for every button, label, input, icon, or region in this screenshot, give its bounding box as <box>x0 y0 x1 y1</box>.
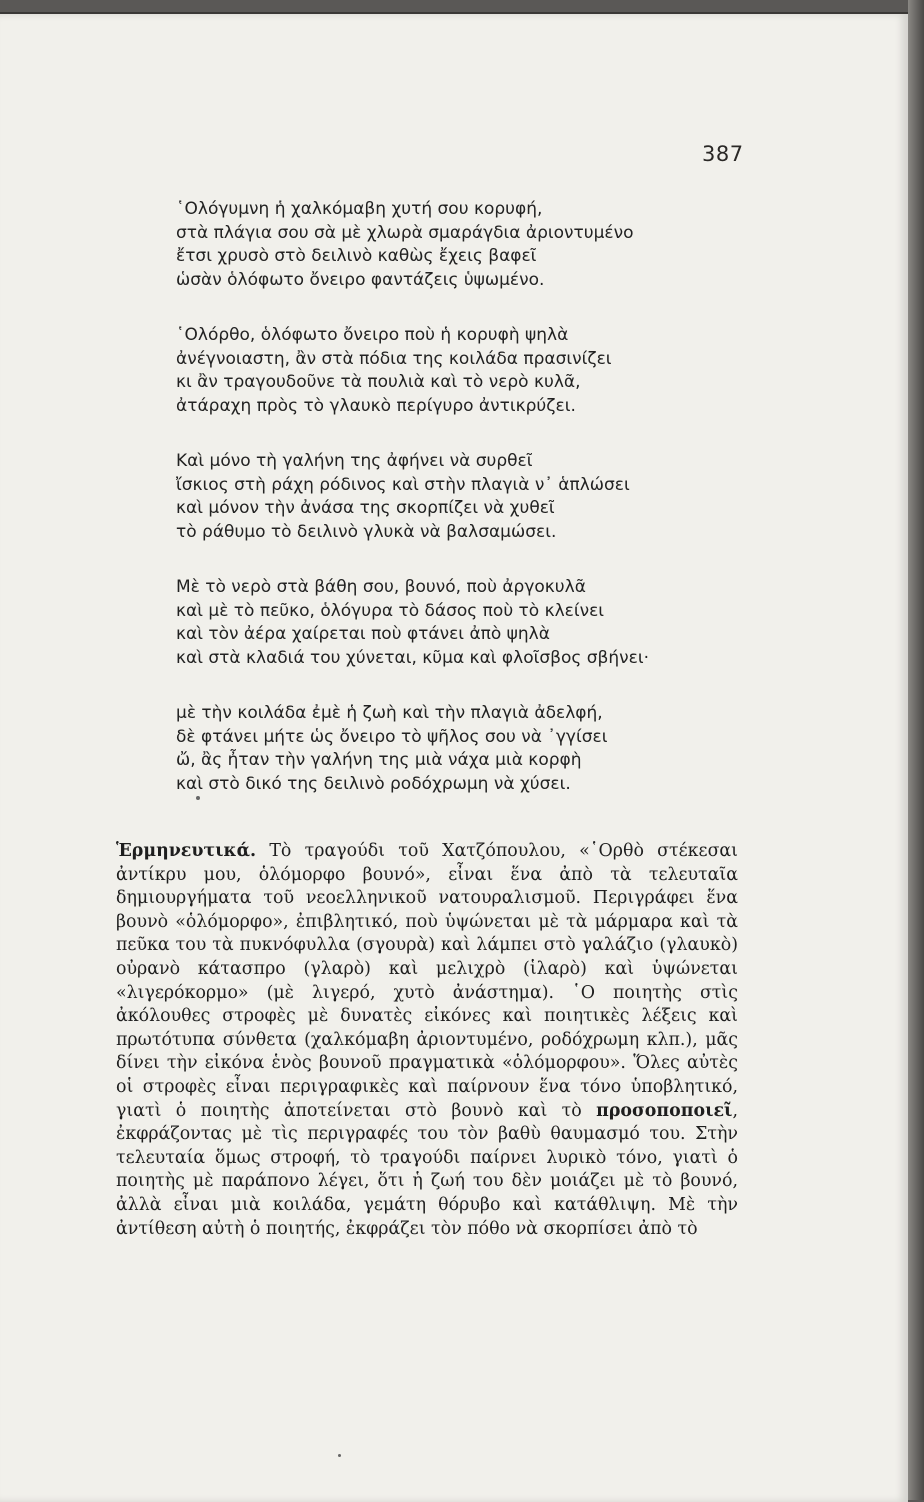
poem-line: στὰ πλάγια σου σὰ μὲ χλωρὰ σμαράγδια ἀριοντυμένο <box>176 222 634 243</box>
commentary-heading: Ἑρμηνευτικά. <box>116 841 257 861</box>
poem-line: Μὲ τὸ νερὸ στὰ βάθη σου, βουνό, ποὺ ἀργοκυλᾶ <box>176 577 586 597</box>
poem-line: κι ἂν τραγουδοῦνε τὰ πουλιὰ καὶ τὸ νερὸ κυλᾶ, <box>176 372 581 392</box>
book-page <box>0 12 908 1502</box>
poem-line: ῾Ολόρθο, ὁλόφωτο ὄνειρο ποὺ ἡ κορυφὴ ψηλὰ <box>176 325 569 345</box>
poem-line: καὶ μὲ τὸ πεῦκο, ὁλόγυρα τὸ δάσος ποὺ τὸ κλείνει <box>176 600 605 621</box>
poem-stanza-5 <box>176 702 716 796</box>
commentary-emphasis: προσοποποιεῖ <box>596 1100 733 1121</box>
print-speck <box>338 1454 341 1457</box>
poem-line: Καὶ μόνο τὴ γαλήνη της ἀφήνει νὰ συρθεῖ <box>176 451 533 471</box>
poem-line: μὲ τὴν κοιλάδα ἐμὲ ἡ ζωὴ καὶ τὴν πλαγιὰ ἀδελφή, <box>176 703 603 723</box>
poem-line: καὶ μόνον τὴν ἀνάσα της σκορπίζει νὰ χυθεῖ <box>176 498 555 518</box>
poem-line: ἔτσι χρυσὸ στὸ δειλινὸ καθὼς ἔχεις βαφεῖ <box>176 246 537 266</box>
poem <box>176 198 716 828</box>
commentary-text: Τὸ τραγούδι τοῦ Χατζόπουλου, «῾Ορθὸ στέκεσαι ἀντίκρυ μου, ὁλόμορφο βουνό», εἶναι ἕνα ἀπὸ τὰ τελευταῖα δημιουργήματα τοῦ νεοελληνικοῦ νατουραλισμοῦ. Περιγράφει ἕνα βουνὸ «ὁλόμορφο», ἐπιβλητικό, ποὺ ὑψώνεται μὲ τὰ μάρμαρα καὶ τὰ πεῦκα του τὰ πυκνόφυλλα (σγουρὰ) καὶ λάμπει στὸ γαλάζιο (γλαυκὸ) οὐρανὸ κάτασπρο (γλαρὸ) καὶ μελιχρὸ (ἱλαρὸ) καὶ ὑψώνεται «λιγερόκορμο» (μὲ λιγερό, χυτὸ ἀνάστημα). ῾Ο ποιητὴς στὶς ἀκόλουθες στροφὲς μὲ δυνατὲς εἰκόνες καὶ ποιητικὲς λέξεις καὶ πρωτότυπα σύνθετα (χαλκόμαβη ἀριοντυμένο, ροδόχρωμη κλπ.), μᾶς δίνει τὴν εἰκόνα ἑνὸς βουνοῦ πραγματικὰ «ὁλόμορφου». Ὅλες αὐτὲς οἱ στροφὲς εἶναι περιγραφικὲς καὶ παίρνουν ἕνα τόνο ὑποβλητικό, γιατὶ ὁ ποιητὴς ἀποτείνεται στὸ βουνὸ καὶ τὸ <box>116 841 738 1121</box>
poem-stanza-4 <box>176 576 716 670</box>
poem-stanza-3 <box>176 450 716 544</box>
poem-line: ὡσὰν ὁλόφωτο ὄνειρο φαντάζεις ὑψωμένο. <box>176 269 545 290</box>
commentary-paragraph <box>116 840 738 1241</box>
poem-line: καὶ τὸν ἀέρα χαίρεται ποὺ φτάνει ἀπὸ ψηλὰ <box>176 624 550 644</box>
poem-stanza-1 <box>176 198 716 292</box>
poem-stanza-2 <box>176 324 716 418</box>
poem-line: ἴσκιος στὴ ράχη ρόδινος καὶ στὴν πλαγιὰ ν᾿ ἁπλώσει <box>176 474 630 495</box>
page-number: 387 <box>702 142 744 166</box>
poem-line: δὲ φτάνει μήτε ὡς ὄνειρο τὸ ψῆλος σου νὰ ᾿γγίσει <box>176 726 608 747</box>
poem-line: τὸ ράθυμο τὸ δειλινὸ γλυκὰ νὰ βαλσαμώσει. <box>176 521 557 542</box>
commentary-text: , ἐκφράζοντας μὲ τὶς περιγραφές του τὸν βαθὺ θαυμασμό του. Στὴν τελευταία ὅμως στροφή, τὸ τραγούδι παίρνει λυρικὸ τόνο, γιατὶ ὁ ποιητὴς μὲ παράπονο λέγει, ὅτι ἡ ζωή του δὲν μοιάζει μὲ τὸ βουνό, ἀλλὰ εἶναι μιὰ κοιλάδα, γεμάτη θόρυβο καὶ κατάθλιψη. Μὲ τὴν ἀντίθεση αὐτὴ ὁ ποιητής, ἐκφράζει τὸν πόθο νὰ σκορπίσει ἀπὸ τὸ <box>116 1100 738 1239</box>
poem-line: καὶ στὰ κλαδιά του χύνεται, κῦμα καὶ φλοῖσβος σβήνει· <box>176 647 650 668</box>
poem-line: ῾Ολόγυμνη ἡ χαλκόμαβη χυτή σου κορυφή, <box>176 199 543 219</box>
print-speck <box>196 796 200 800</box>
poem-line: καὶ στὸ δικό της δειλινὸ ροδόχρωμη νὰ χύσει. <box>176 773 571 794</box>
poem-line: ἀτάραχη πρὸς τὸ γλαυκὸ περίγυρο ἀντικρύζει. <box>176 395 576 416</box>
page-edge <box>908 0 924 1500</box>
poem-line: ἀνέγνοιαστη, ἂν στὰ πόδια της κοιλάδα πρασινίζει <box>176 348 612 369</box>
poem-line: ὤ, ἂς ἦταν τὴν γαλήνη της μιὰ νάχα μιὰ κορφὴ <box>176 750 582 770</box>
